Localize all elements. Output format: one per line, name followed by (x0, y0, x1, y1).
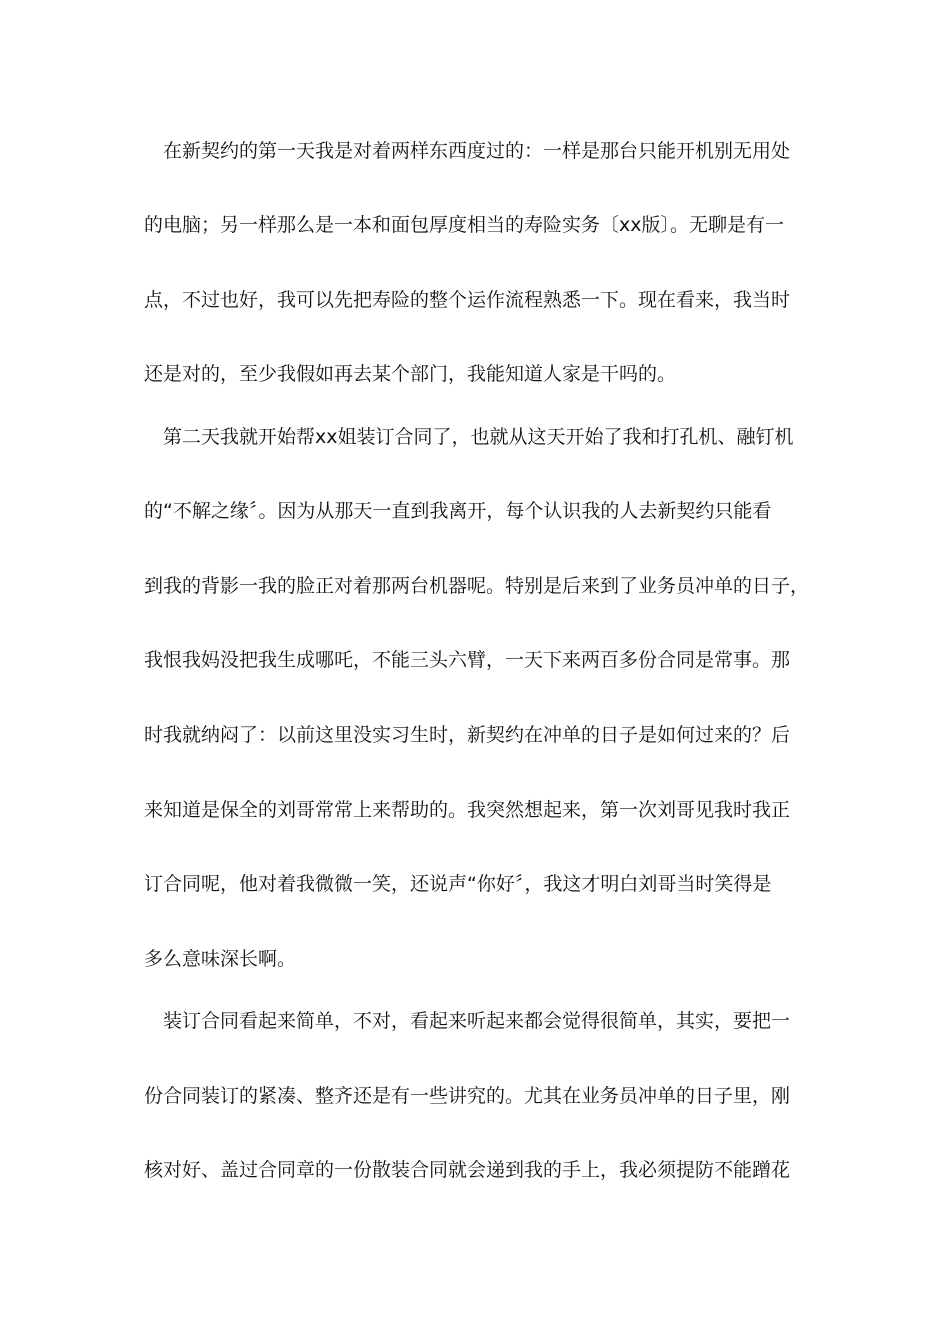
paragraph-1-line-2: 的电脑；另一样那么是一本和面包厚度相当的寿险实务〔xx版〕。无聊是有一 (144, 214, 784, 236)
paragraph-3-line-1: 装订合同看起来简单，不对，看起来听起来都会觉得很简单，其实，要把一 (163, 1010, 791, 1032)
paragraph-2-line-3: 到我的背影一我的脸正对着那两台机器呢。特别是后来到了业务员冲单的日子， (144, 575, 810, 597)
paragraph-2-line-2: 的“不解之缘〞。因为从那天一直到我离开，每个认识我的人去新契约只能看 (144, 500, 772, 522)
paragraph-3-line-3: 核对好、盖过合同章的一份散装合同就会递到我的手上，我必须提防不能蹭花 (144, 1159, 791, 1181)
paragraph-2-line-5: 时我就纳闷了：以前这里没实习生时，新契约在冲单的日子是如何过来的？后 (144, 724, 791, 746)
paragraph-2-line-7: 订合同呢，他对着我微微一笑，还说声“你好〞，我这才明白刘哥当时笑得是 (144, 873, 772, 895)
paragraph-2-line-8: 多么意味深长啊。 (144, 948, 297, 970)
paragraph-1-line-1: 在新契约的第一天我是对着两样东西度过的：一样是那台只能开机别无用处 (163, 140, 791, 162)
paragraph-1-line-4: 还是对的，至少我假如再去某个部门，我能知道人家是干吗的。 (144, 363, 677, 385)
paragraph-1-line-3: 点，不过也好，我可以先把寿险的整个运作流程熟悉一下。现在看来，我当时 (144, 289, 791, 311)
paragraph-3-line-2: 份合同装订的紧凑、整齐还是有一些讲究的。尤其在业务员冲单的日子里，刚 (144, 1085, 791, 1107)
paragraph-2-line-4: 我恨我妈没把我生成哪吒，不能三头六臂，一天下来两百多份合同是常事。那 (144, 649, 791, 671)
paragraph-2-line-6: 来知道是保全的刘哥常常上来帮助的。我突然想起来，第一次刘哥见我时我正 (144, 799, 791, 821)
paragraph-2-line-1: 第二天我就开始帮xx姐装订合同了，也就从这天开始了我和打孔机、融钉机 (163, 426, 794, 448)
